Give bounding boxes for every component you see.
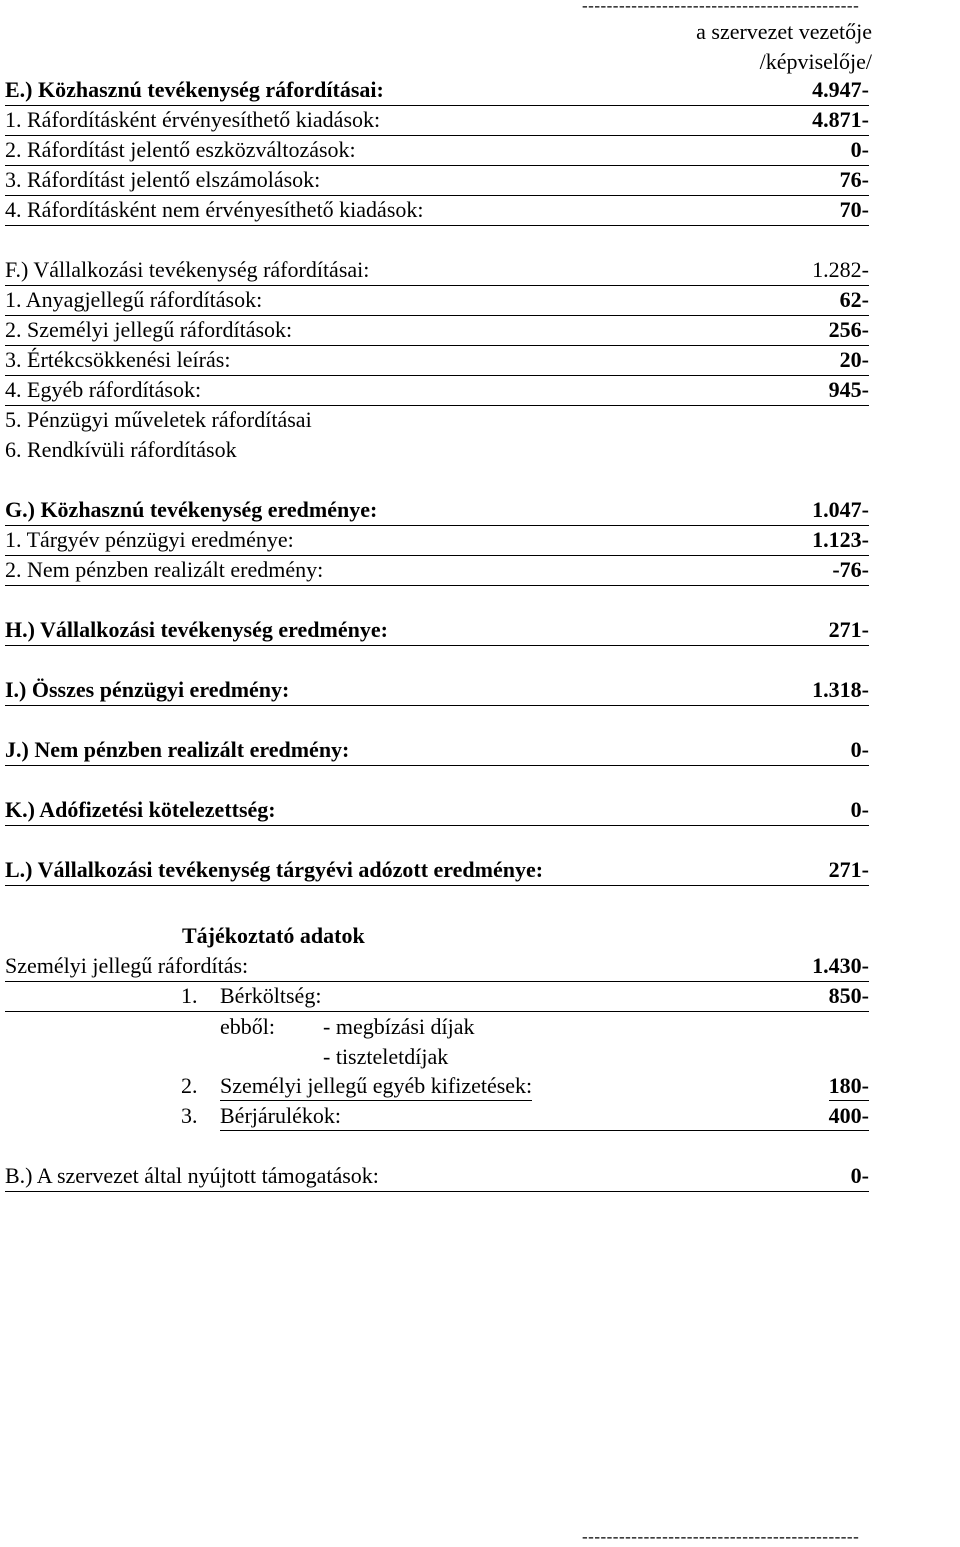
section-g-value: 1.047-	[812, 497, 869, 522]
item-value: 4.871-	[812, 107, 869, 132]
section-k-row	[5, 796, 869, 826]
section-j-row	[5, 736, 869, 766]
item-value: 20-	[839, 347, 869, 372]
section-b-title: B.) A szervezet által nyújtott támogatások:	[5, 1163, 379, 1188]
section-l-title: L.) Vállalkozási tevékenység tárgyévi adózott eredménye:	[5, 857, 544, 882]
section-b-value: 0-	[850, 1163, 869, 1188]
section-g-row	[5, 496, 869, 526]
item-label: 2. Nem pénzben realizált eredmény:	[5, 557, 324, 582]
section-i-title: I.) Összes pénzügyi eredmény:	[5, 677, 290, 702]
info-item-value: 180-	[829, 1072, 869, 1101]
item-value: 70-	[839, 197, 869, 222]
section-e-item	[5, 196, 869, 226]
item-label: 2. Ráfordítást jelentő eszközváltozások:	[5, 137, 356, 162]
section-k-title: K.) Adófizetési kötelezettség:	[5, 797, 276, 822]
item-label: 3. Értékcsökkenési leírás:	[5, 347, 231, 372]
info-item-value: 400-	[828, 1103, 869, 1128]
section-f-row	[5, 256, 869, 286]
section-h-row	[5, 616, 869, 646]
section-f-item	[5, 436, 869, 466]
info-item-label: Bérköltség:	[220, 983, 322, 1008]
info-item-number: 3.	[181, 1103, 198, 1128]
item-label: 5. Pénzügyi műveletek ráfordításai	[5, 407, 312, 432]
item-value: 945-	[828, 377, 869, 402]
item-label: 1. Anyagjellegű ráfordítások:	[5, 287, 263, 312]
section-f-item	[5, 286, 869, 316]
info-item-1-row	[5, 982, 869, 1012]
sub-item-label: - megbízási díjak	[323, 1014, 475, 1039]
section-g-item	[5, 526, 869, 556]
sub-item-label: - tiszteletdíjak	[323, 1044, 449, 1069]
signature-line-top: ---------------------------------------------	[582, 0, 860, 15]
info-item-number: 2.	[181, 1073, 198, 1098]
section-b-row	[5, 1162, 869, 1192]
info-item-label: Személyi jellegű egyéb kifizetések:	[220, 1072, 532, 1101]
info-title: Tájékoztató adatok	[182, 923, 365, 948]
section-f-item	[5, 316, 869, 346]
section-e-value: 4.947-	[812, 77, 869, 102]
info-item-value: 850-	[828, 983, 869, 1008]
section-i-value: 1.318-	[812, 677, 869, 702]
info-item-2-row	[5, 1072, 869, 1102]
of-which-label: ebből:	[220, 1014, 275, 1039]
item-label: 1. Ráfordításként érvényesíthető kiadások:	[5, 107, 381, 132]
section-h-value: 271-	[828, 617, 869, 642]
item-value: 0-	[850, 137, 869, 162]
item-value: -76-	[832, 557, 869, 582]
section-f-item	[5, 346, 869, 376]
signature-line-bottom: ---------------------------------------------	[582, 1527, 860, 1546]
section-e-row	[5, 76, 869, 106]
info-item-number: 1.	[181, 983, 198, 1008]
signatory-label-2: /képviselője/	[759, 49, 872, 74]
item-value: 62-	[839, 287, 869, 312]
item-value: 76-	[839, 167, 869, 192]
section-h-title: H.) Vállalkozási tevékenység eredménye:	[5, 617, 388, 642]
info-item-label: Bérjárulékok:	[220, 1102, 869, 1131]
item-label: 4. Egyéb ráfordítások:	[5, 377, 202, 402]
info-personal-value: 1.430-	[812, 953, 869, 978]
info-item-3-row	[5, 1102, 869, 1132]
section-g-title: G.) Közhasznú tevékenység eredménye:	[5, 497, 378, 522]
section-f-item	[5, 406, 869, 436]
section-e-item	[5, 106, 869, 136]
section-j-title: J.) Nem pénzben realizált eredmény:	[5, 737, 350, 762]
section-g-item	[5, 556, 869, 586]
section-f-value: 1.282-	[812, 257, 869, 282]
section-e-item	[5, 166, 869, 196]
section-l-value: 271-	[828, 857, 869, 882]
section-f-item	[5, 376, 869, 406]
section-i-row	[5, 676, 869, 706]
signatory-label: a szervezet vezetője	[696, 19, 872, 44]
section-f-title: F.) Vállalkozási tevékenység ráfordításai:	[5, 257, 370, 282]
item-label: 1. Tárgyév pénzügyi eredménye:	[5, 527, 294, 552]
item-label: 2. Személyi jellegű ráfordítások:	[5, 317, 293, 342]
item-label: 6. Rendkívüli ráfordítások	[5, 437, 237, 462]
item-label: 3. Ráfordítást jelentő elszámolások:	[5, 167, 321, 192]
section-e-title: E.) Közhasznú tevékenység ráfordításai:	[5, 77, 384, 102]
item-label: 4. Ráfordításként nem érvényesíthető kiadások:	[5, 197, 424, 222]
section-j-value: 0-	[850, 737, 869, 762]
section-l-row	[5, 856, 869, 886]
item-value: 1.123-	[812, 527, 869, 552]
info-personal-label: Személyi jellegű ráfordítás:	[5, 953, 249, 978]
section-k-value: 0-	[850, 797, 869, 822]
section-e-item	[5, 136, 869, 166]
info-personal-row	[5, 952, 869, 982]
item-value: 256-	[828, 317, 869, 342]
